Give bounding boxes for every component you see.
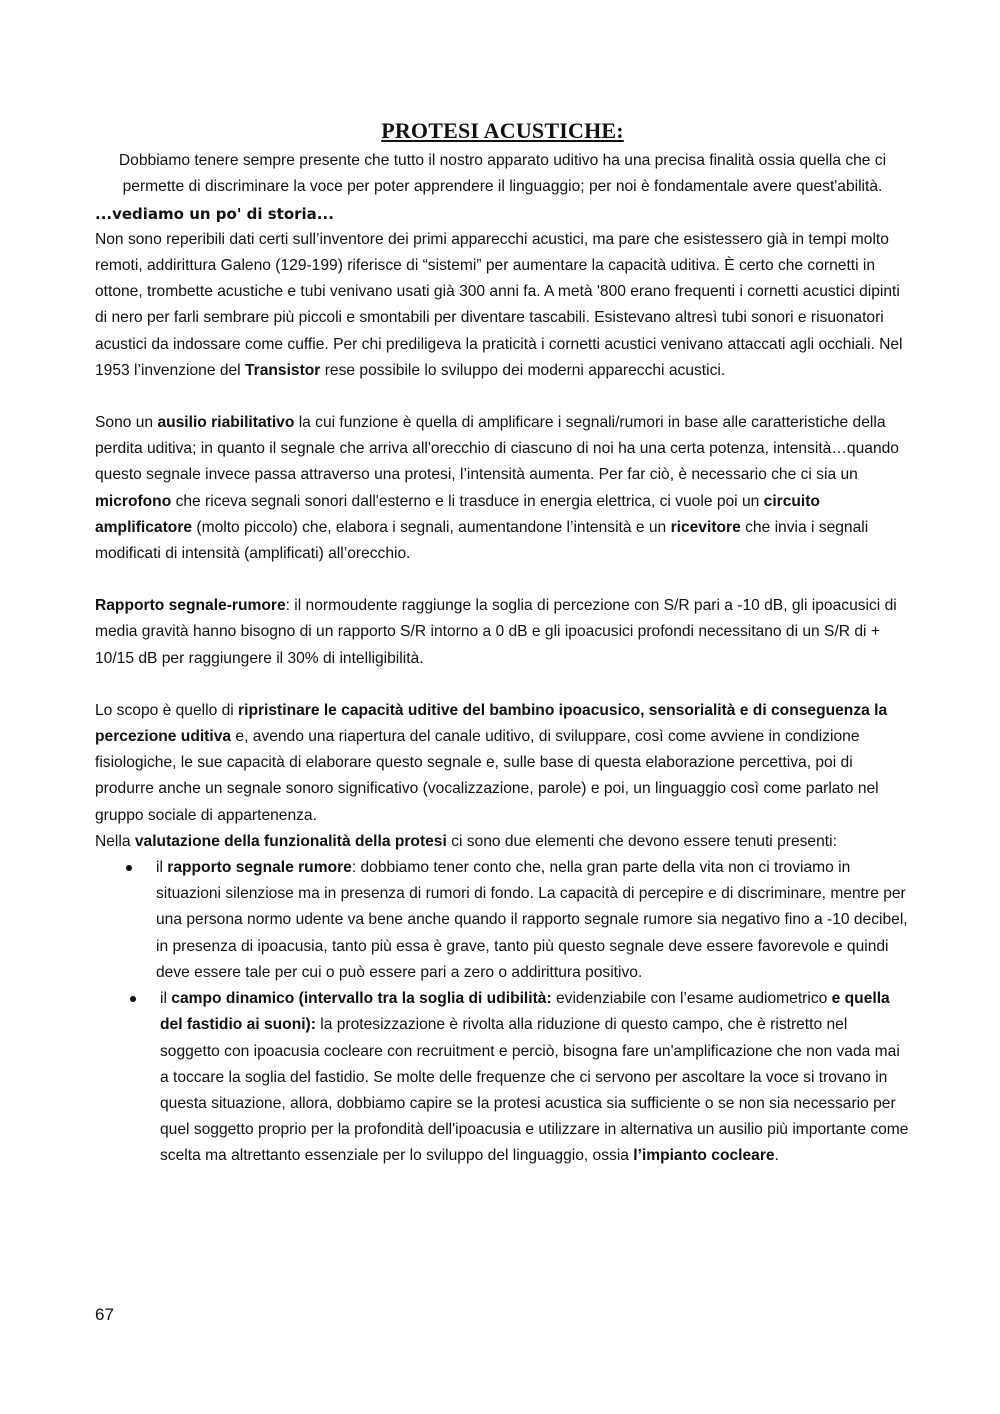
scopo-paragraph: Lo scopo è quello di ripristinare le capacità uditive del bambino ipoacusico, sensorialità e di conseguenza la percezione uditiva e, avendo una riapertura del canale uditivo, di sviluppare, così come avviene in condizione fisiologiche, le sue capacità di elaborare questo segnale e, sulle base di questa elaborazione percettiva, poi di produrre anche un segnale sonoro significativo (vocalizzazione, parole) e poi, un linguaggio così come parlato nel gruppo sociale di appartenenza. bbox=[95, 701, 888, 824]
rapporto-paragraph: Rapporto segnale-rumore: il normoudente raggiunge la soglia di percezione con S/R pari a -10 dB, gli ipoacusici di media gravità hanno bisogno di un rapporto S/R intorno a 0 dB e gli ipoacusici profondi necessitano di un S/R di + 10/15 dB per raggiungere il 30% di intelligibilità. bbox=[95, 597, 897, 667]
paragraph-gap bbox=[95, 567, 910, 593]
bullet-list bbox=[95, 855, 910, 1169]
list-item: il campo dinamico (intervallo tra la soglia di udibilità: evidenziabile con l’esame audiometrico e quella del fastidio ai suoni): la protesizzazione è rivolta alla riduzione di questo campo, che è ristretto nel soggetto con ipoacusia cocleare con recruitment e perciò, bisogna fare un'amplificazione che non vada mai a toccare la soglia del fastidio. Se molte delle frequenze che ci servono per ascoltare la voce si trovano in questa situazione, allora, dobbiamo capire se la protesi acustica sia sufficiente o se non sia necessario per quel soggetto proprio per la profondità dell'ipoacusia e utilizzare in alternativa un ausilio più importante come scelta ma altrettanto essenziale per lo sviluppo del linguaggio, ossia l’impianto cocleare. bbox=[95, 986, 910, 1169]
list-item: il rapporto segnale rumore: dobbiamo tener conto che, nella gran parte della vita non ci troviamo in situazioni silenziose ma in presenza di rumori di fondo. La capacità di percepire e di discriminare, mentre per una persona normo udente va bene anche quando il rapporto segnale rumore sia negativo fino a -10 decibel, in presenza di ipoacusia, tanto più essa è grave, tanto più questo segnale deve essere favorevole e quindi deve essere tale per cui o può essere pari a zero o addirittura positivo. bbox=[95, 855, 910, 986]
bullet-icon bbox=[126, 865, 132, 871]
ausilio-paragraph: Sono un ausilio riabilitativo la cui funzione è quella di amplificare i segnali/rumori in base alle caratteristiche della perdita uditiva; in quanto il segnale che arriva all'orecchio di ciascuno di noi ha una certa potenza, intensità…quando questo segnale invece passa attraverso una protesi, l’intensità aumenta. Per far ciò, è necessario che ci sia un microfono che riceva segnali sonori dall'esterno e li trasduce in energia elettrica, ci vuole poi un circuito amplificatore (molto piccolo) che, elabora i segnali, aumentandone l’intensità e un ricevitore che invia i segnali modificati di intensità (amplificati) all’orecchio. bbox=[95, 414, 899, 563]
bullet-icon bbox=[130, 996, 136, 1002]
paragraph-gap bbox=[95, 384, 910, 410]
history-subheading: ...vediamo un po' di storia... bbox=[95, 204, 334, 223]
document-page bbox=[95, 118, 910, 1170]
intro-paragraph: Dobbiamo tenere sempre presente che tutto il nostro apparato uditivo ha una precisa finalità ossia quella che ci permette di discriminare la voce per poter apprendere il linguaggio; per noi è fondamentale avere quest'abilità. bbox=[118, 152, 887, 196]
valutazione-paragraph: Nella valutazione della funzionalità della protesi ci sono due elementi che devono essere tenuti presenti: bbox=[95, 832, 837, 850]
page-number: 67 bbox=[95, 1305, 114, 1324]
paragraph-gap bbox=[95, 672, 910, 698]
page-title: PROTESI ACUSTICHE: bbox=[381, 118, 624, 143]
history-paragraph: Non sono reperibili dati certi sull’inventore dei primi apparecchi acustici, ma pare che esistessero già in tempi molto remoti, addirittura Galeno (129-199) riferisce di “sistemi” per aumentare la capacità uditiva. È certo che cornetti in ottone, trombette acustiche e tubi venivano usati già 300 anni fa. A metà '800 erano frequenti i cornetti acustici dipinti di nero per farli sembrare più piccoli e smontabili per diventare tascabili. Esistevano altresì tubi sonori e risuonatori acustici da indossare come cuffie. Per chi prediligeva la praticità i cornetti acustici venivano attaccati agli occhiali. Nel 1953 l’invenzione del Transistor rese possibile lo sviluppo dei moderni apparecchi acustici. bbox=[95, 230, 903, 379]
